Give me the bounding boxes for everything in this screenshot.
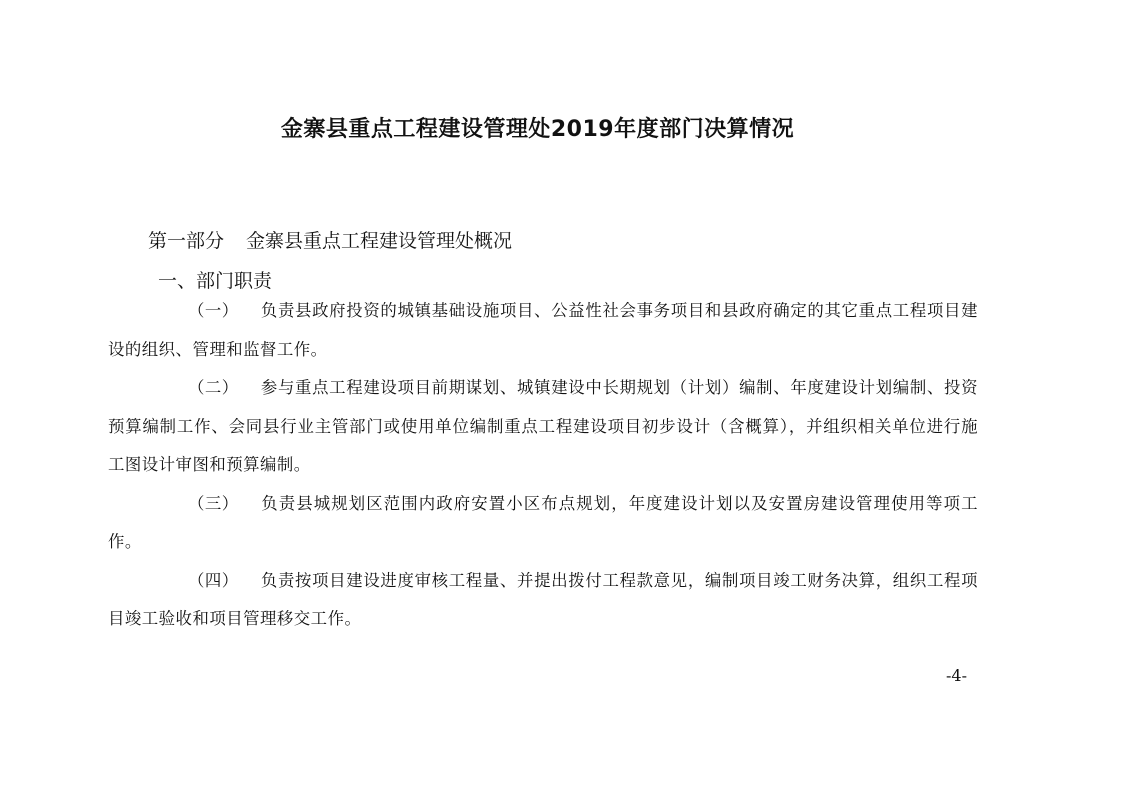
document-title: 金寨县重点工程建设管理处2019年度部门决算情况 [280,117,795,142]
part-label: 第一部分 [148,230,225,252]
paragraph-item-1 [108,292,978,369]
paragraph-item-4 [108,562,978,639]
item-number: （一） [188,301,239,320]
paragraph-item-2 [108,369,978,485]
body-text [108,292,978,639]
page-number: -4- [946,666,967,685]
item-number: （四） [188,570,239,590]
part-name: 金寨县重点工程建设管理处概况 [246,230,513,252]
part-heading [148,226,512,253]
item-number: （二） [188,378,239,397]
item-text: 负责按项目建设进度审核工程量、并提出拨付工程款意见，编制项目竣工财务决算，组织工程项目竣工验收和项目管理移交工作。 [108,570,978,628]
item-text: 负责县城规划区范围内政府安置小区布点规划，年度建设计划以及安置房建设管理使用等项工作。 [108,493,978,551]
item-text: 参与重点工程建设项目前期谋划、城镇建设中长期规划（计划）编制、年度建设计划编制、投资预算编制工作、会同县行业主管部门或使用单位编制重点工程建设项目初步设计（含概算），并组织相关单位进行施工图设计审图和预算编制。 [108,378,978,474]
paragraph-item-3 [108,485,978,562]
section-heading: 一、部门职责 [158,270,273,292]
item-text: 负责县政府投资的城镇基础设施项目、公益性社会事务项目和县政府确定的其它重点工程项目建设的组织、管理和监督工作。 [108,301,978,359]
item-number: （三） [188,493,239,513]
